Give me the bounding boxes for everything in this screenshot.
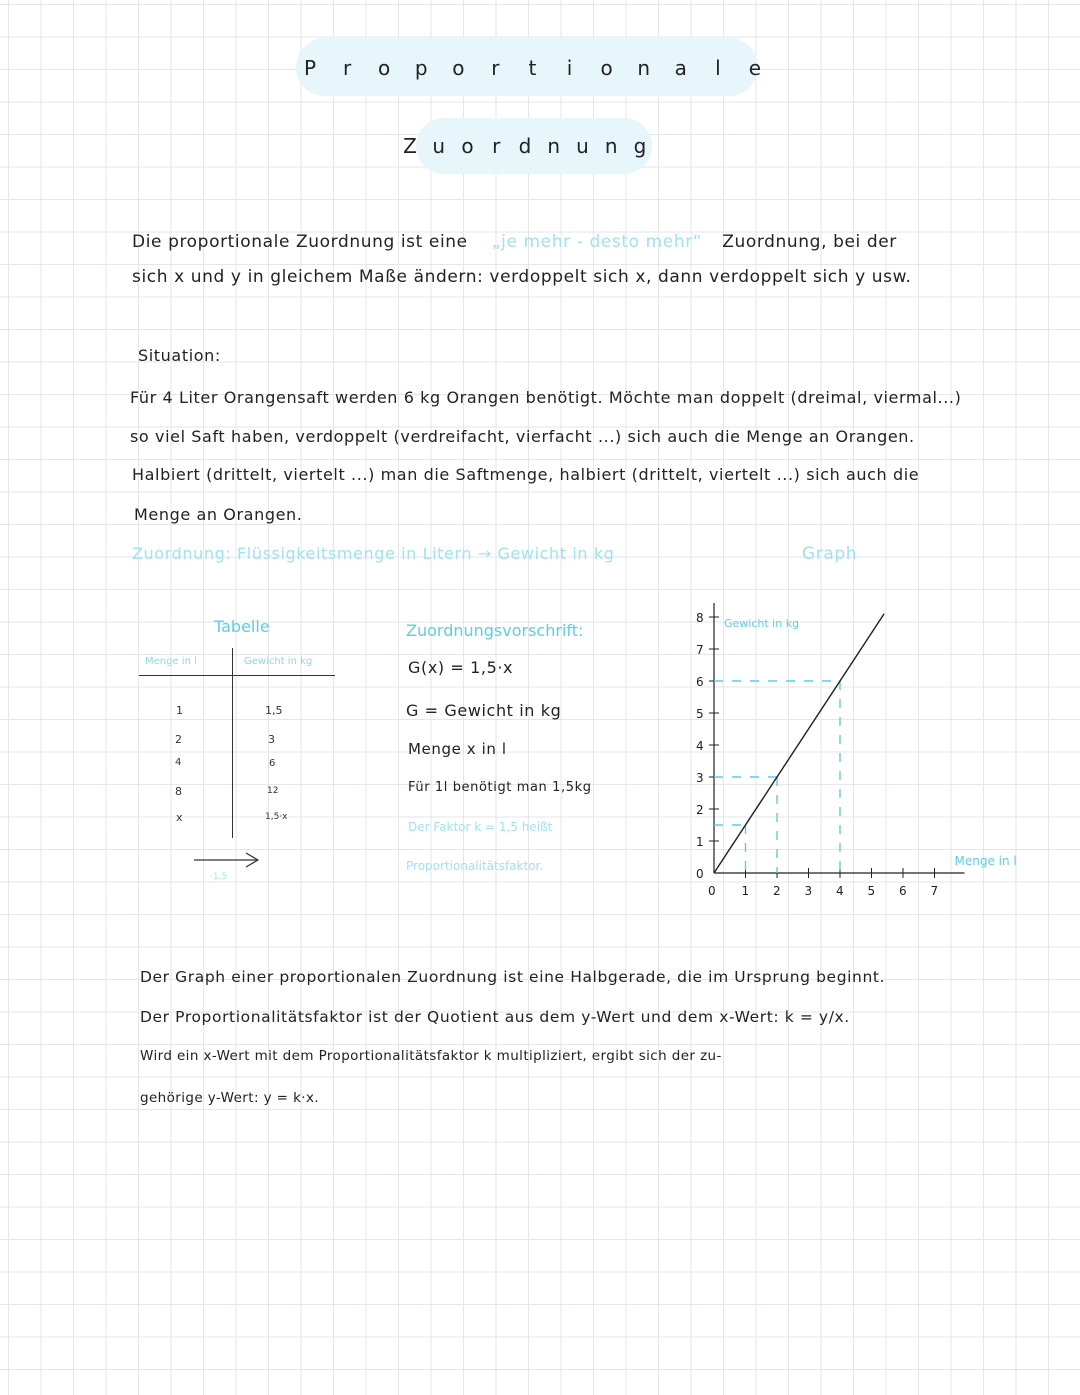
proportional-graph [680,590,1040,910]
x-tick-label: 5 [867,884,876,898]
subtitle-letter: r [492,134,501,158]
title-letter: r [342,56,352,80]
title-letter: t [528,56,537,80]
y-tick-label: 1 [696,835,704,849]
page-title [300,56,765,80]
summary-line-4: gehörige y-Wert: y = k·x. [140,1090,320,1106]
title-letter: o [452,56,465,80]
table-header-gewicht: Gewicht in kg [244,656,313,667]
table-cell: 6 [269,758,276,769]
zuordnung-label: Zuordnung: Flüssigkeitsmenge in Litern → Gewicht in kg [132,544,615,563]
rule-formula: G(x) = 1,5·x [408,658,514,677]
y-tick-label: 5 [696,707,704,721]
table-cell: 1,5·x [265,812,288,822]
title-letter: a [674,56,687,80]
rule-factor-line-2: Proportionalitätsfaktor. [406,859,544,873]
title-letter: l [715,56,721,80]
table-title: Tabelle [214,617,270,636]
x-tick-label: 6 [899,884,907,898]
x-tick-label: 0 [708,884,716,898]
table-cell: x [176,811,183,824]
title-letter: n [637,56,651,80]
table-horizontal-rule [139,675,335,676]
y-tick-label: 6 [696,675,704,689]
rule-statement: Für 1l benötigt man 1,5kg [408,780,592,795]
situation-line-2: so viel Saft haben, verdoppelt (verdreifacht, vierfacht ...) sich auch die Menge an Orangen. [130,427,915,446]
rule-title: Zuordnungsvorschrift: [406,621,584,640]
table-vertical-rule [232,648,233,838]
rule-x-definition: Menge x in l [408,740,507,758]
rule-factor-line-1: Der Faktor k = 1,5 heißt [408,820,553,834]
intro-line-1 [132,232,897,252]
series-line [714,614,884,873]
intro-text-b: Zuordnung, bei der [722,232,897,252]
intro-highlight: „je mehr - desto mehr“ [491,232,703,252]
x-axis-label: Menge in l [954,854,1017,868]
y-axis-label: Gewicht in kg [724,617,800,630]
y-tick-label: 0 [696,867,704,881]
title-letter: o [600,56,613,80]
subtitle-letter: g [633,134,647,158]
table-cell: 3 [268,733,275,746]
rule-g-definition: G = Gewicht in kg [406,701,562,720]
subtitle-letter: o [461,134,474,158]
table-header-menge: Menge in l [145,656,197,667]
y-tick-label: 3 [696,771,704,785]
subtitle-letter: Z [403,134,417,158]
page-subtitle [400,134,650,158]
y-tick-label: 7 [696,643,704,657]
x-tick-label: 2 [773,884,781,898]
table-cell: 1 [176,704,183,717]
subtitle-letter: n [604,134,618,158]
situation-line-3: Halbiert (drittelt, viertelt ...) man die Saftmenge, halbiert (drittelt, viertelt ...) sich auch die [132,465,920,484]
x-tick-label: 4 [836,884,844,898]
subtitle-letter: u [432,134,446,158]
y-tick-label: 4 [696,739,704,753]
subtitle-letter: n [547,134,561,158]
graph-heading: Graph [802,544,858,564]
table-cell: 12 [267,786,279,796]
title-letter: p [414,56,428,80]
intro-line-2: sich x und y in gleichem Maße ändern: verdoppelt sich x, dann verdoppelt sich y usw. [132,267,912,287]
situation-heading: Situation: [138,346,221,365]
x-tick-label: 7 [930,884,939,898]
summary-line-1: Der Graph einer proportionalen Zuordnung ist eine Halbgerade, die im Ursprung beginnt. [140,968,886,986]
subtitle-letter: u [576,134,589,158]
table-cell: 1,5 [265,704,283,717]
table-cell: 8 [175,785,182,798]
summary-line-2: Der Proportionalitätsfaktor ist der Quotient aus dem y-Wert und dem x-Wert: k = y/x. [140,1008,850,1026]
title-letter: r [491,56,500,80]
y-tick-label: 2 [696,803,704,817]
subtitle-letter: d [518,134,532,158]
situation-line-1: Für 4 Liter Orangensaft werden 6 kg Orangen benötigt. Möchte man doppelt (dreimal, viermal...) [130,388,962,407]
situation-line-4: Menge an Orangen. [134,505,303,524]
title-letter: e [748,56,762,80]
intro-text-a: Die proportionale Zuordnung ist eine [132,232,468,252]
table-cell: 4 [175,757,182,768]
title-letter: o [378,56,391,80]
x-tick-label: 1 [741,884,750,898]
title-letter: P [303,56,317,80]
summary-line-3: Wird ein x-Wert mit dem Proportionalitätsfaktor k multipliziert, ergibt sich der zu- [140,1048,722,1064]
x-tick-label: 3 [804,884,813,898]
table-arrow [190,850,266,870]
title-letter: i [566,56,573,80]
y-tick-label: 8 [696,611,704,625]
table-factor: ·1,5 [210,872,228,882]
table-cell: 2 [175,733,182,746]
